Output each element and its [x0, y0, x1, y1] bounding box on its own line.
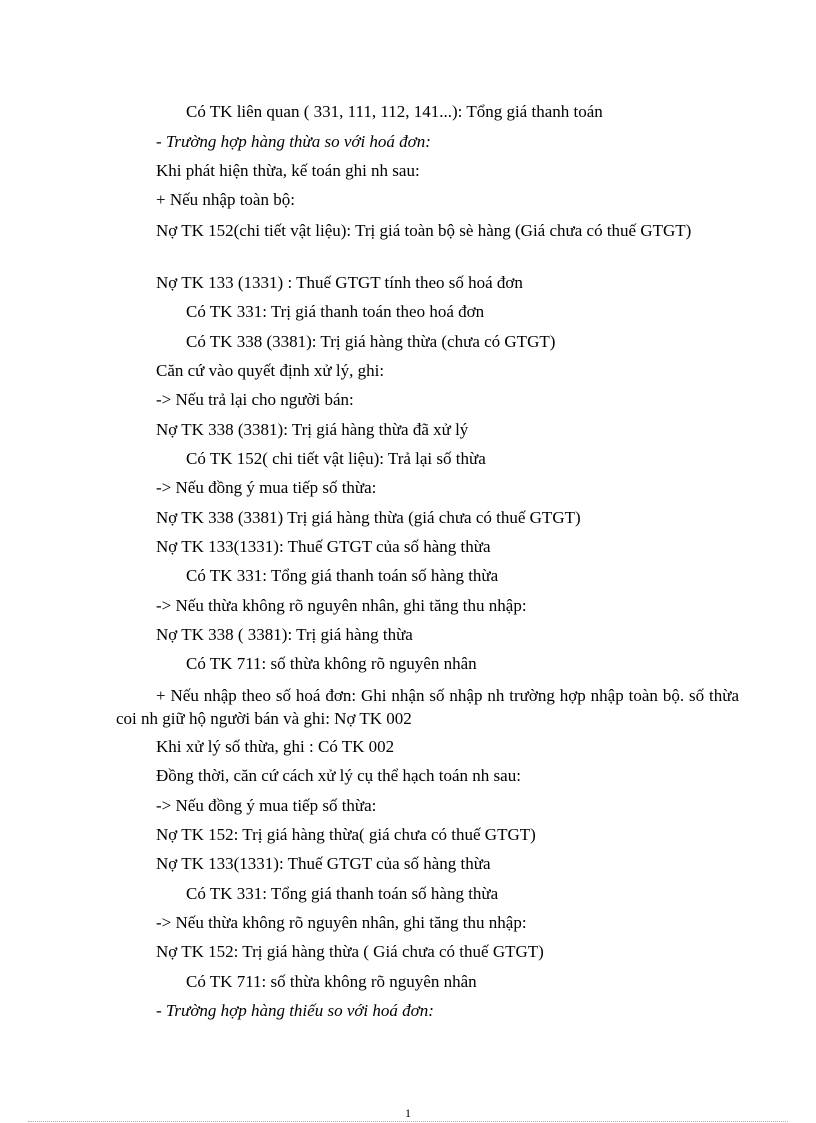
text-line: Nợ TK 133(1331): Thuế GTGT của số hàng thừa — [156, 537, 491, 556]
text-paragraph: + Nếu nhập theo số hoá đơn: Ghi nhận số nhập nh trường hợp nhập toàn bộ. số thừa coi nh giữ hộ người bán và ghi: Nợ TK 002 — [116, 686, 739, 728]
page-number: 1 — [405, 1106, 411, 1120]
text-line: Nợ TK 338 (3381): Trị giá hàng thừa đã xử lý — [156, 420, 469, 439]
text-line: -> Nếu trả lại cho người bán: — [156, 390, 354, 409]
text-line: Khi phát hiện thừa, kế toán ghi nh sau: — [156, 161, 420, 180]
text-line: Nợ TK 338 ( 3381): Trị giá hàng thừa — [156, 625, 413, 644]
text-line: Có TK 711: số thừa không rõ nguyên nhân — [186, 972, 477, 991]
text-line: Căn cứ vào quyết định xử lý, ghi: — [156, 361, 385, 380]
text-line: Nợ TK 133 (1331) : Thuế GTGT tính theo số hoá đơn — [156, 273, 523, 292]
text-line: -> Nếu đồng ý mua tiếp số thừa: — [156, 478, 377, 497]
text-line: Có TK 331: Trị giá thanh toán theo hoá đơn — [186, 302, 485, 321]
text-line: -> Nếu đồng ý mua tiếp số thừa: — [156, 796, 377, 815]
text-line: Có TK 331: Tổng giá thanh toán số hàng thừa — [186, 884, 499, 903]
text-line: Nợ TK 133(1331): Thuế GTGT của số hàng thừa — [156, 854, 491, 873]
text-line: Đồng thời, căn cứ cách xử lý cụ thể hạch toán nh sau: — [156, 766, 521, 785]
text-line: Có TK 711: số thừa không rõ nguyên nhân — [186, 654, 477, 673]
text-line: Khi xử lý số thừa, ghi : Có TK 002 — [156, 737, 395, 756]
text-line: Nợ TK 152: Trị giá hàng thừa( giá chưa có thuế GTGT) — [156, 825, 536, 844]
text-line: -> Nếu thừa không rõ nguyên nhân, ghi tăng thu nhập: — [156, 913, 527, 932]
text-paragraph: Nợ TK 152(chi tiết vật liệu): Trị giá toàn bộ sè hàng (Giá chưa có thuế GTGT) — [156, 221, 692, 240]
text-line: Có TK 331: Tổng giá thanh toán số hàng thừa — [186, 566, 499, 585]
text-line: Nợ TK 152: Trị giá hàng thừa ( Giá chưa có thuế GTGT) — [156, 942, 544, 961]
footer-divider — [28, 1121, 788, 1122]
text-line: Có TK 338 (3381): Trị giá hàng thừa (chưa có GTGT) — [186, 332, 556, 351]
text-line: Có TK liên quan ( 331, 111, 112, 141...): Tổng giá thanh toán — [186, 102, 603, 121]
text-line: Nợ TK 338 (3381) Trị giá hàng thừa (giá chưa có thuế GTGT) — [156, 508, 581, 527]
text-line: -> Nếu thừa không rõ nguyên nhân, ghi tăng thu nhập: — [156, 596, 527, 615]
text-line: + Nếu nhập toàn bộ: — [156, 190, 295, 209]
text-line: Có TK 152( chi tiết vật liệu): Trả lại số thừa — [186, 449, 486, 468]
section-heading-shortage: - Trường hợp hàng thiếu so với hoá đơn: — [156, 1001, 434, 1020]
section-heading-surplus: - Trường hợp hàng thừa so với hoá đơn: — [156, 132, 431, 151]
